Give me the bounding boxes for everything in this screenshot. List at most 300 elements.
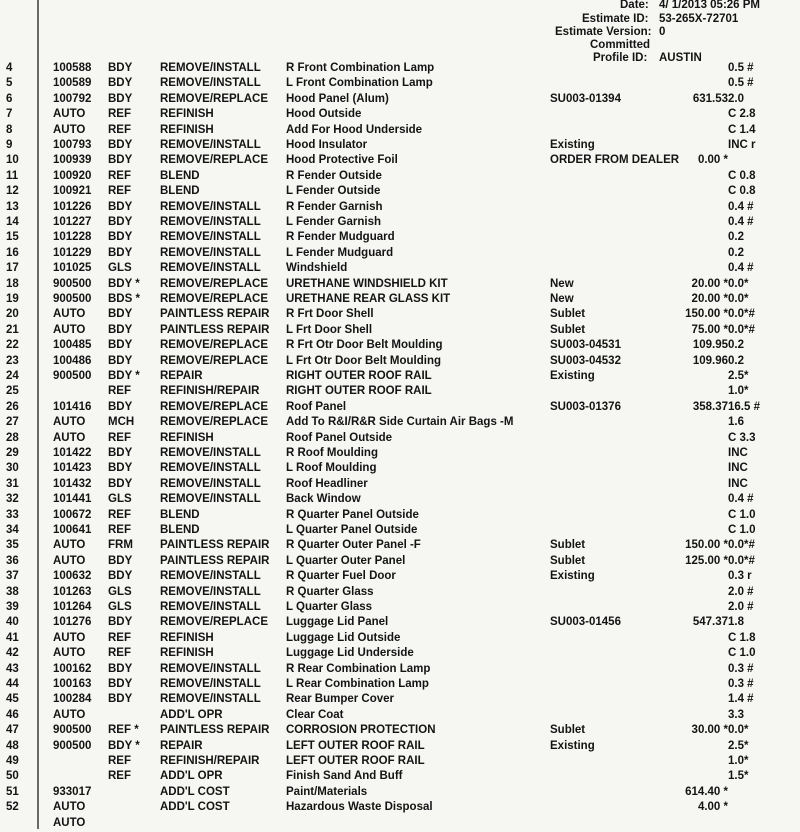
line-number: 12: [6, 185, 19, 198]
category-code: REF: [108, 770, 131, 783]
action-text: REMOVE/INSTALL: [160, 601, 261, 613]
profile-id-value: AUSTIN: [659, 52, 702, 64]
table-row: [0, 308, 800, 323]
oper-code: 100939: [53, 154, 92, 167]
hours-value: 0.0*: [728, 724, 749, 737]
part-number: SU003-01376: [550, 400, 621, 413]
oper-code: 101422: [53, 447, 92, 459]
description-text: Luggage Lid Underside: [286, 647, 414, 660]
action-text: BLEND: [160, 508, 200, 521]
action-text: REMOVE/INSTALL: [160, 139, 261, 151]
oper-code: 101423: [53, 462, 92, 475]
oper-code: AUTO: [53, 631, 86, 644]
action-text: ADD'L OPR: [160, 770, 223, 783]
category-code: REF: [108, 431, 131, 444]
category-code: BDY: [108, 554, 133, 567]
description-text: L Quarter Panel Outside: [286, 524, 418, 536]
table-row: [0, 678, 800, 693]
oper-code: 900500: [53, 370, 92, 382]
part-number: Existing: [550, 570, 595, 583]
table-row: [0, 77, 800, 92]
part-number: SU003-01456: [550, 616, 621, 629]
hours-value: C 1.0: [728, 524, 756, 536]
line-number: 13: [6, 200, 19, 213]
table-row: [0, 370, 800, 385]
table-row: [0, 293, 800, 308]
description-text: L Front Combination Lamp: [286, 77, 433, 90]
oper-code: 101432: [53, 477, 92, 490]
category-code: REF: [108, 508, 131, 521]
action-text: REMOVE/INSTALL: [160, 462, 261, 475]
line-number: 27: [6, 416, 19, 429]
line-number: 9: [6, 139, 13, 151]
date-value: 4/ 1/2013 05:26 PM: [659, 0, 761, 11]
line-number: 8: [6, 123, 13, 136]
line-number: 14: [6, 216, 19, 228]
table-row: [0, 62, 800, 77]
category-code: REF: [108, 385, 131, 398]
estimate-version-value: 0: [659, 26, 666, 38]
part-number: ORDER FROM DEALER: [550, 154, 680, 167]
line-number: 25: [6, 385, 19, 398]
hours-value: 0.0*#: [728, 554, 755, 567]
line-number: 19: [6, 293, 19, 305]
line-number: 24: [6, 370, 19, 382]
part-number: Existing: [550, 139, 595, 151]
price-value: 614.40 *: [685, 785, 728, 798]
description-text: Hood Protective Foil: [286, 154, 398, 167]
category-code: BDS *: [108, 293, 140, 305]
price-value: 20.00 *: [691, 293, 728, 305]
status-text: Committed: [590, 39, 651, 51]
table-row: [0, 478, 800, 493]
table-row: [0, 647, 800, 662]
line-number: 15: [6, 231, 19, 244]
action-text: REMOVE/REPLACE: [160, 339, 268, 352]
table-row: [0, 432, 800, 447]
action-text: REMOVE/REPLACE: [160, 416, 268, 429]
description-text: R Frt Otr Door Belt Moulding: [286, 339, 443, 352]
category-code: BDY *: [108, 370, 140, 382]
table-row: [0, 355, 800, 370]
line-number: 46: [6, 708, 19, 721]
description-text: Back Window: [286, 493, 361, 506]
table-row: [0, 801, 800, 816]
table-row: [0, 740, 800, 755]
oper-code: 100793: [53, 139, 92, 151]
category-code: BDY: [108, 139, 133, 151]
category-code: MCH: [108, 416, 135, 429]
line-number: 29: [6, 447, 19, 459]
table-row: [0, 262, 800, 277]
category-code: BDY: [108, 339, 133, 352]
oper-code: 101025: [53, 262, 92, 275]
action-text: REMOVE/INSTALL: [160, 585, 261, 598]
profile-id-label: Profile ID:: [593, 52, 648, 64]
oper-code: 933017: [53, 785, 92, 798]
line-number: 28: [6, 431, 19, 444]
oper-code: 101441: [53, 493, 92, 506]
description-text: LEFT OUTER ROOF RAIL: [286, 755, 425, 767]
description-text: R Quarter Outer Panel -F: [286, 539, 421, 552]
table-row: [0, 447, 800, 462]
part-number: SU003-04532: [550, 354, 621, 367]
hours-value: 0.2: [728, 354, 744, 367]
hours-value: 0.2: [728, 231, 744, 244]
oper-code: 100485: [53, 339, 92, 352]
table-row: [0, 632, 800, 647]
line-number: 51: [6, 785, 19, 798]
description-text: L Fender Mudguard: [286, 246, 394, 259]
description-text: R Fender Outside: [286, 169, 382, 182]
action-text: REMOVE/REPLACE: [160, 92, 268, 105]
table-row: [0, 493, 800, 508]
action-text: REMOVE/INSTALL: [160, 570, 261, 583]
category-code: BDY: [108, 231, 133, 244]
line-number: 49: [6, 755, 19, 767]
action-text: BLEND: [160, 169, 200, 182]
hours-value: 0.3 #: [728, 662, 754, 675]
hours-value: 3.3: [728, 708, 744, 721]
table-row: [0, 601, 800, 616]
category-code: BDY: [108, 246, 133, 259]
line-number: 10: [6, 154, 19, 167]
description-text: R Quarter Panel Outside: [286, 508, 419, 521]
description-text: R Fender Mudguard: [286, 231, 395, 244]
oper-code: 900500: [53, 277, 92, 290]
action-text: REFINISH: [160, 647, 214, 660]
action-text: REMOVE/INSTALL: [160, 262, 261, 275]
action-text: REMOVE/INSTALL: [160, 200, 261, 213]
line-number: 37: [6, 570, 19, 583]
hours-value: 0.2: [728, 246, 744, 259]
category-code: BDY: [108, 216, 133, 228]
hours-value: 0.4 #: [728, 493, 754, 506]
date-label: Date:: [620, 0, 649, 11]
hours-value: 1.8: [728, 616, 744, 629]
category-code: BDY: [108, 77, 133, 90]
line-number: 42: [6, 647, 19, 660]
line-number: 50: [6, 770, 19, 783]
line-number: 40: [6, 616, 19, 629]
category-code: BDY: [108, 693, 133, 706]
hours-value: 1.6: [728, 416, 744, 429]
description-text: Hood Insulator: [286, 139, 368, 151]
line-number: 31: [6, 477, 19, 490]
hours-value: 0.3 #: [728, 678, 754, 690]
part-number: SU003-04531: [550, 339, 621, 352]
action-text: PAINTLESS REPAIR: [160, 323, 270, 336]
category-code: BDY: [108, 477, 133, 490]
oper-code: 101229: [53, 246, 92, 259]
line-number: 34: [6, 524, 19, 536]
price-value: 631.53: [692, 92, 728, 105]
line-number: 4: [6, 62, 13, 74]
action-text: REFINISH: [160, 631, 214, 644]
description-text: Hazardous Waste Disposal: [286, 801, 433, 814]
category-code: REF *: [108, 724, 139, 737]
line-number: 36: [6, 554, 19, 567]
oper-code: AUTO: [53, 708, 86, 721]
line-number: 21: [6, 323, 19, 336]
description-text: R Rear Combination Lamp: [286, 662, 431, 675]
line-number: 44: [6, 678, 19, 690]
action-text: PAINTLESS REPAIR: [160, 308, 270, 321]
oper-code: 100920: [53, 169, 92, 182]
oper-code: 101276: [53, 616, 92, 629]
action-text: REMOVE/INSTALL: [160, 77, 261, 90]
description-text: L Frt Otr Door Belt Moulding: [286, 354, 442, 367]
table-row: [0, 231, 800, 246]
action-text: ADD'L COST: [160, 785, 230, 798]
description-text: Hood Panel (Alum): [286, 92, 389, 105]
description-text: Rear Bumper Cover: [286, 693, 395, 706]
table-row: [0, 108, 800, 123]
description-text: Paint/Materials: [286, 785, 368, 798]
price-value: 30.00 *: [691, 724, 728, 737]
category-code: BDY: [108, 154, 133, 167]
line-number: 6: [6, 92, 13, 105]
line-number: 32: [6, 493, 19, 506]
oper-code: 900500: [53, 293, 92, 305]
part-number: Existing: [550, 370, 595, 382]
action-text: ADD'L OPR: [160, 708, 223, 721]
table-row: [0, 817, 800, 832]
table-row: [0, 124, 800, 139]
table-row: [0, 786, 800, 801]
description-text: Clear Coat: [286, 708, 344, 721]
oper-code: 100589: [53, 77, 92, 90]
table-row: [0, 724, 800, 739]
price-value: 358.37: [692, 400, 728, 413]
line-number: 48: [6, 739, 19, 752]
hours-value: 0.5 #: [728, 77, 754, 90]
category-code: REF: [108, 185, 131, 198]
table-row: [0, 385, 800, 400]
hours-value: C 1.0: [728, 508, 756, 521]
hours-value: 1.4 #: [728, 693, 754, 706]
description-text: Hood Outside: [286, 108, 362, 121]
oper-code: AUTO: [53, 647, 86, 660]
table-row: [0, 185, 800, 200]
price-value: 150.00 *: [685, 308, 728, 321]
table-row: [0, 216, 800, 231]
description-text: Add For Hood Underside: [286, 123, 423, 136]
oper-code: 101263: [53, 585, 92, 598]
line-number: 30: [6, 462, 19, 475]
hours-value: INC: [728, 477, 748, 490]
action-text: REMOVE/REPLACE: [160, 400, 268, 413]
action-text: REMOVE/REPLACE: [160, 154, 268, 167]
hours-value: 2.0: [728, 92, 744, 105]
price-value: 75.00 *: [691, 323, 728, 336]
price-value: 125.00 *: [685, 554, 728, 567]
table-row: [0, 539, 800, 554]
price-value: 4.00 *: [697, 801, 728, 814]
hours-value: 1.0*: [728, 385, 749, 398]
table-row: [0, 278, 800, 293]
oper-code: 101228: [53, 231, 92, 244]
action-text: REMOVE/INSTALL: [160, 493, 261, 506]
price-value: 150.00 *: [685, 539, 728, 552]
line-number: 18: [6, 277, 19, 290]
oper-code: 100641: [53, 524, 92, 536]
hours-value: 2.5*: [728, 739, 749, 752]
oper-code: AUTO: [53, 539, 86, 552]
category-code: REF: [108, 755, 131, 767]
category-code: BDY: [108, 678, 133, 690]
category-code: REF: [108, 108, 131, 121]
hours-value: 2.0 #: [728, 585, 754, 598]
hours-value: 0.0*#: [728, 308, 755, 321]
description-text: R Quarter Glass: [286, 585, 374, 598]
category-code: REF: [108, 647, 131, 660]
category-code: BDY: [108, 616, 133, 629]
hours-value: C 0.8: [728, 169, 756, 182]
price-value: 547.37: [692, 616, 728, 629]
hours-value: 1.5*: [728, 770, 749, 783]
oper-code: AUTO: [53, 431, 86, 444]
part-number: Existing: [550, 739, 595, 752]
category-code: BDY: [108, 400, 133, 413]
category-code: BDY: [108, 200, 133, 213]
oper-code: 100486: [53, 354, 92, 367]
line-number: 7: [6, 108, 13, 121]
category-code: BDY: [108, 662, 133, 675]
oper-code: 101227: [53, 216, 92, 228]
line-number: 17: [6, 262, 19, 275]
description-text: L Quarter Outer Panel: [286, 554, 406, 567]
hours-value: INC: [728, 462, 748, 475]
line-number: 39: [6, 601, 19, 613]
line-number: 16: [6, 246, 19, 259]
category-code: BDY *: [108, 739, 140, 752]
table-row: [0, 339, 800, 354]
line-number: 33: [6, 508, 19, 521]
hours-value: 0.0*#: [728, 539, 755, 552]
oper-code: AUTO: [53, 554, 86, 567]
action-text: PAINTLESS REPAIR: [160, 724, 270, 737]
hours-value: 0.4 #: [728, 200, 754, 213]
category-code: GLS: [108, 585, 132, 598]
hours-value: C 1.8: [728, 631, 756, 644]
description-text: R Frt Door Shell: [286, 308, 374, 321]
oper-code: 100163: [53, 678, 92, 690]
table-row: [0, 524, 800, 539]
line-number: 45: [6, 693, 19, 706]
category-code: BDY: [108, 462, 133, 475]
oper-code: AUTO: [53, 308, 86, 321]
description-text: R Quarter Fuel Door: [286, 570, 396, 583]
description-text: RIGHT OUTER ROOF RAIL: [286, 370, 432, 382]
action-text: REMOVE/INSTALL: [160, 477, 261, 490]
oper-code: 100588: [53, 62, 92, 74]
table-row: [0, 247, 800, 262]
hours-value: 0.2: [728, 339, 744, 352]
description-text: R Fender Garnish: [286, 200, 383, 213]
oper-code: 100792: [53, 92, 92, 105]
table-row: [0, 693, 800, 708]
action-text: REMOVE/INSTALL: [160, 62, 261, 74]
hours-value: C 3.3: [728, 431, 756, 444]
action-text: PAINTLESS REPAIR: [160, 539, 270, 552]
action-text: REFINISH: [160, 108, 214, 121]
oper-code: 100672: [53, 508, 92, 521]
price-value: 109.95: [692, 339, 728, 352]
line-number: 5: [6, 77, 13, 90]
table-row: [0, 509, 800, 524]
hours-value: 0.5 #: [728, 62, 754, 74]
category-code: BDY: [108, 447, 133, 459]
table-row: [0, 154, 800, 169]
part-number: SU003-01394: [550, 92, 621, 105]
line-number: 38: [6, 585, 19, 598]
action-text: REMOVE/INSTALL: [160, 662, 261, 675]
hours-value: 0.3 r: [728, 570, 752, 583]
oper-code: 900500: [53, 724, 92, 737]
action-text: REMOVE/REPLACE: [160, 616, 268, 629]
category-code: GLS: [108, 601, 132, 613]
action-text: REFINISH/REPAIR: [160, 385, 260, 398]
category-code: BDY: [108, 354, 133, 367]
oper-code: 101264: [53, 601, 92, 613]
description-text: Luggage Lid Outside: [286, 631, 401, 644]
action-text: REMOVE/INSTALL: [160, 216, 261, 228]
category-code: GLS: [108, 262, 132, 275]
category-code: REF: [108, 169, 131, 182]
action-text: REMOVE/REPLACE: [160, 277, 268, 290]
oper-code: AUTO: [53, 801, 86, 814]
table-row: [0, 709, 800, 724]
oper-code: 100162: [53, 662, 92, 675]
part-number: Sublet: [550, 308, 586, 321]
hours-value: 2.0 #: [728, 601, 754, 613]
hours-value: C 1.0: [728, 647, 756, 660]
category-code: BDY: [108, 308, 133, 321]
estimate-id-value: 53-265X-72701: [659, 13, 739, 25]
hours-value: 0.4 #: [728, 216, 754, 228]
oper-code: 101226: [53, 200, 92, 213]
line-number: 41: [6, 631, 19, 644]
table-row: [0, 139, 800, 154]
description-text: R Roof Moulding: [286, 447, 378, 459]
table-row: [0, 93, 800, 108]
action-text: REMOVE/INSTALL: [160, 246, 261, 259]
table-row: [0, 170, 800, 185]
description-text: LEFT OUTER ROOF RAIL: [286, 739, 425, 752]
action-text: REPAIR: [160, 370, 203, 382]
oper-code: 100632: [53, 570, 92, 583]
action-text: REPAIR: [160, 739, 203, 752]
category-code: REF: [108, 524, 131, 536]
description-text: R Front Combination Lamp: [286, 62, 435, 74]
estimate-id-label: Estimate ID:: [582, 13, 649, 25]
table-row: [0, 755, 800, 770]
hours-value: 1.0*: [728, 755, 749, 767]
oper-code: AUTO: [53, 323, 86, 336]
price-value: 20.00 *: [691, 277, 728, 290]
table-row: [0, 570, 800, 585]
description-text: L Quarter Glass: [286, 601, 373, 613]
description-text: Roof Panel Outside: [286, 431, 393, 444]
hours-value: C 0.8: [728, 185, 756, 198]
table-row: [0, 663, 800, 678]
part-number: Sublet: [550, 554, 586, 567]
part-number: Sublet: [550, 724, 586, 737]
description-text: Add To R&I/R&R Side Curtain Air Bags -M: [286, 416, 514, 429]
description-text: L Fender Garnish: [286, 216, 382, 228]
action-text: PAINTLESS REPAIR: [160, 554, 270, 567]
